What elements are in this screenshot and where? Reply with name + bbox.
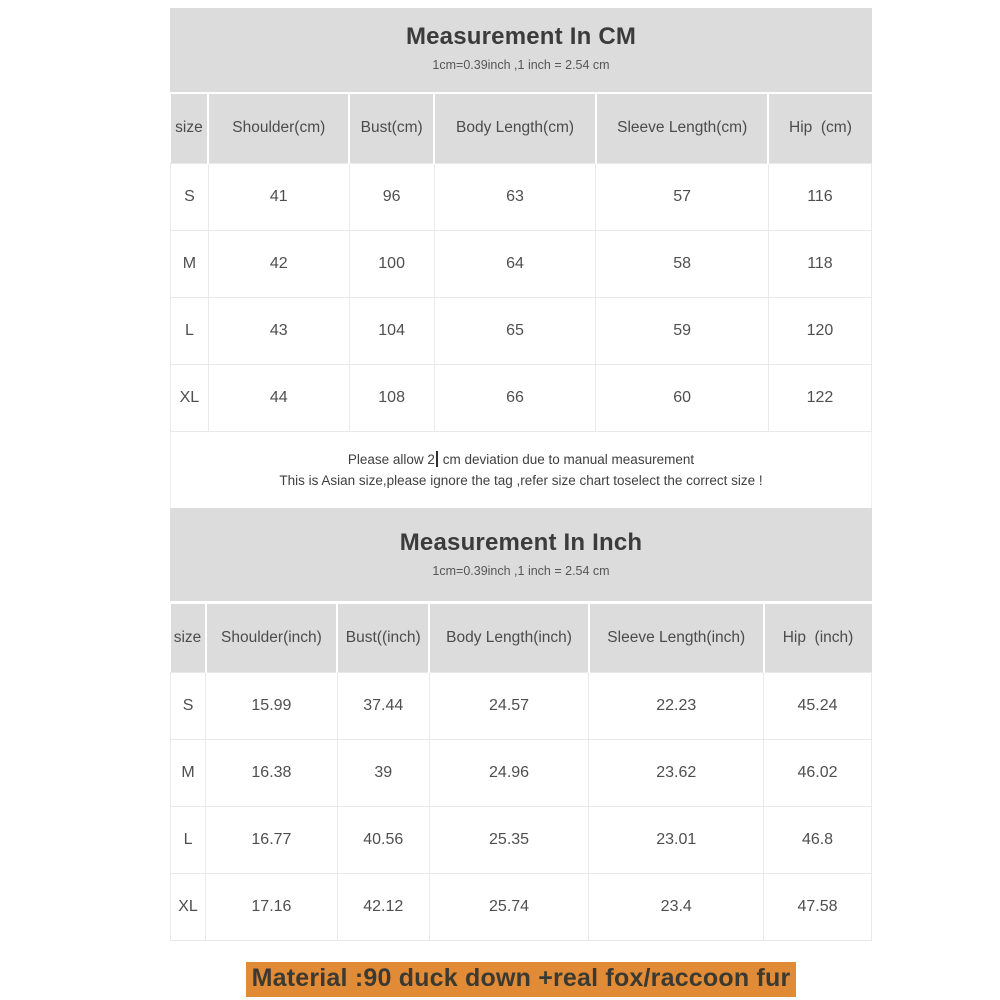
- column-header: Bust(cm): [349, 94, 434, 163]
- column-header: Sleeve Length(inch): [589, 604, 764, 673]
- value-cell: 15.99: [206, 673, 338, 740]
- column-header: Shoulder(cm): [208, 94, 349, 163]
- value-cell: 23.4: [589, 874, 764, 941]
- value-cell: 59: [596, 297, 768, 364]
- table-row: [171, 740, 872, 807]
- value-cell: 25.74: [429, 874, 589, 941]
- value-cell: 65: [434, 297, 596, 364]
- table-row: [171, 163, 872, 230]
- size-cell: L: [171, 807, 206, 874]
- deviation-note: [170, 432, 872, 508]
- table-row: [171, 230, 872, 297]
- inch-title-block: [170, 508, 872, 601]
- column-header: Sleeve Length(cm): [596, 94, 768, 163]
- value-cell: 57: [596, 163, 768, 230]
- value-cell: 16.38: [206, 740, 338, 807]
- size-cell: M: [171, 740, 206, 807]
- value-cell: 37.44: [337, 673, 429, 740]
- value-cell: 46.8: [764, 807, 872, 874]
- size-cell: S: [171, 163, 209, 230]
- column-header: Body Length(inch): [429, 604, 589, 673]
- size-cell: XL: [171, 364, 209, 431]
- table-row: [171, 364, 872, 431]
- table-row: [171, 874, 872, 941]
- size-cell: M: [171, 230, 209, 297]
- inch-size-table: [170, 604, 872, 942]
- size-chart-sheet: [170, 0, 872, 997]
- cm-size-table: [170, 94, 872, 432]
- size-cell: S: [171, 673, 206, 740]
- value-cell: 58: [596, 230, 768, 297]
- value-cell: 46.02: [764, 740, 872, 807]
- value-cell: 60: [596, 364, 768, 431]
- value-cell: 22.23: [589, 673, 764, 740]
- inch-subtitle: 1cm=0.39inch ,1 inch = 2.54 cm: [432, 563, 610, 578]
- value-cell: 47.58: [764, 874, 872, 941]
- value-cell: 43: [208, 297, 349, 364]
- value-cell: 39: [337, 740, 429, 807]
- value-cell: 63: [434, 163, 596, 230]
- value-cell: 24.96: [429, 740, 589, 807]
- value-cell: 40.56: [337, 807, 429, 874]
- cm-header-row: [171, 94, 872, 163]
- value-cell: 118: [768, 230, 871, 297]
- value-cell: 64: [434, 230, 596, 297]
- value-cell: 120: [768, 297, 871, 364]
- table-row: [171, 673, 872, 740]
- column-header: Body Length(cm): [434, 94, 596, 163]
- material-row: [170, 962, 872, 997]
- cm-title-block: [170, 8, 872, 92]
- value-cell: 100: [349, 230, 434, 297]
- value-cell: 45.24: [764, 673, 872, 740]
- cm-section: [170, 8, 872, 508]
- value-cell: 25.35: [429, 807, 589, 874]
- value-cell: 44: [208, 364, 349, 431]
- value-cell: 23.62: [589, 740, 764, 807]
- value-cell: 23.01: [589, 807, 764, 874]
- value-cell: 17.16: [206, 874, 338, 941]
- cm-title: Measurement In CM: [405, 23, 637, 50]
- column-header: Hip (cm): [768, 94, 871, 163]
- column-header: Bust((inch): [337, 604, 429, 673]
- note-line-1-text-after: cm deviation due to manual measurement: [438, 452, 695, 467]
- note-line-2: This is Asian size,please ignore the tag ,refer size chart toselect the correct size !: [279, 473, 763, 488]
- value-cell: 104: [349, 297, 434, 364]
- column-header: size: [171, 604, 206, 673]
- material-highlight: Material :90 duck down +real fox/raccoon fur: [246, 962, 797, 997]
- value-cell: 42.12: [337, 874, 429, 941]
- cm-subtitle: 1cm=0.39inch ,1 inch = 2.54 cm: [432, 58, 610, 72]
- inch-section: [170, 508, 872, 942]
- column-header: size: [171, 94, 209, 163]
- note-line-1-text-before: Please allow 2: [347, 452, 435, 467]
- size-cell: L: [171, 297, 209, 364]
- table-row: [171, 297, 872, 364]
- size-cell: XL: [171, 874, 206, 941]
- value-cell: 24.57: [429, 673, 589, 740]
- inch-header-row: [171, 604, 872, 673]
- value-cell: 42: [208, 230, 349, 297]
- column-header: Shoulder(inch): [206, 604, 338, 673]
- value-cell: 108: [349, 364, 434, 431]
- table-row: [171, 807, 872, 874]
- inch-title: Measurement In Inch: [399, 528, 643, 556]
- value-cell: 116: [768, 163, 871, 230]
- text-cursor: [436, 451, 438, 467]
- value-cell: 96: [349, 163, 434, 230]
- value-cell: 41: [208, 163, 349, 230]
- value-cell: 16.77: [206, 807, 338, 874]
- note-line-1: [348, 451, 694, 467]
- value-cell: 66: [434, 364, 596, 431]
- column-header: Hip (inch): [764, 604, 872, 673]
- value-cell: 122: [768, 364, 871, 431]
